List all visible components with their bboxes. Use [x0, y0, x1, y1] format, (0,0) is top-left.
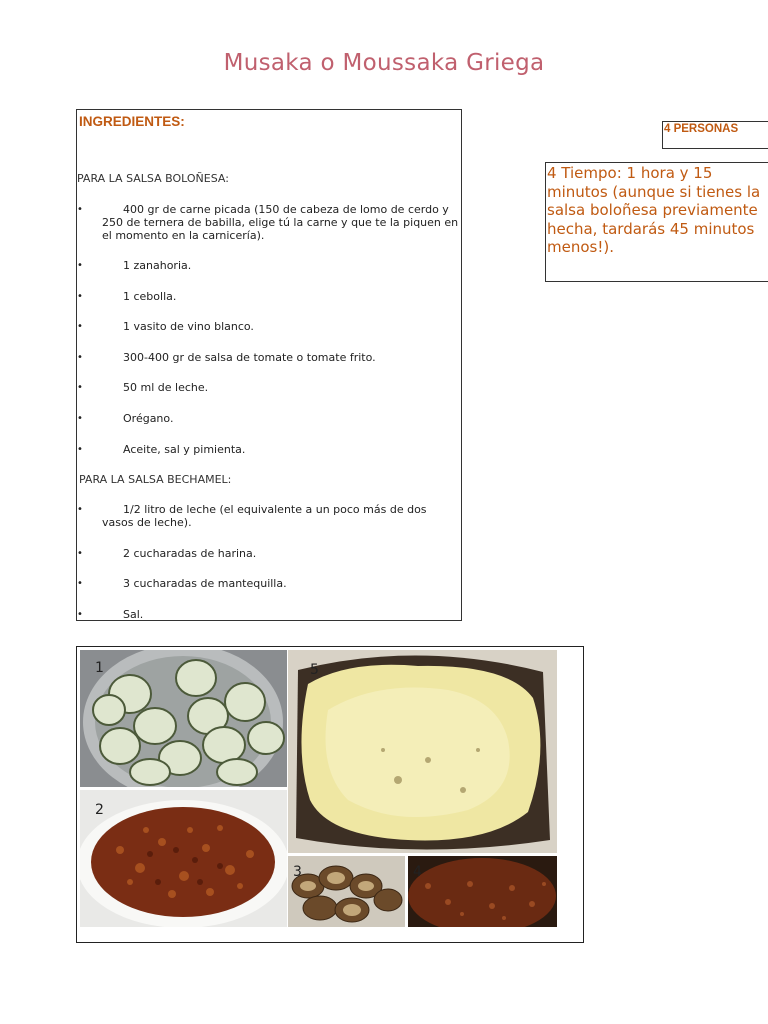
ingredient-text: 300-400 gr de salsa de tomate o tomate frito.	[123, 351, 376, 364]
bullet: •	[77, 321, 83, 332]
bechamel-section-label: PARA LA SALSA BECHAMEL:	[79, 473, 232, 486]
bullet: •	[77, 382, 83, 393]
photo-fried-eggplant	[288, 856, 405, 927]
photo-bechamel-topping	[288, 650, 557, 853]
photo-number-1: 1	[95, 660, 104, 676]
bullet: •	[77, 260, 83, 271]
photo-eggplant-slices	[80, 650, 287, 787]
photo-bolognese-sauce	[80, 790, 287, 927]
page-title: Musaka o Moussaka Griega	[223, 50, 545, 76]
ingredient-text: 50 ml de leche.	[123, 381, 209, 394]
time-text: 4 Tiempo: 1 hora y 15 minutos (aunque si tienes la salsa boloñesa previamente hecha, tardarás 45 minutos menos!).	[547, 164, 761, 256]
ingredients-heading: INGREDIENTES:	[79, 114, 185, 129]
bullet: •	[77, 204, 83, 215]
bullet: •	[77, 291, 83, 302]
ingredient-text: 1 zanahoria.	[123, 259, 192, 272]
bolognese-section-label: PARA LA SALSA BOLOÑESA:	[77, 172, 229, 185]
bullet: •	[77, 352, 83, 363]
ingredient-text: 1 vasito de vino blanco.	[123, 320, 254, 333]
ingredient-text: 400 gr de carne picada (150 de cabeza de lomo de cerdo y 250 de ternera de babilla, elige tú la carne y que te la piquen en el momento en la carnicería).	[102, 203, 459, 242]
ingredient-text: Orégano.	[123, 412, 174, 425]
bullet: •	[77, 444, 83, 455]
ingredient-text: Aceite, sal y pimienta.	[123, 443, 246, 456]
photo-number-4: 4	[413, 864, 422, 880]
ingredient-text: 3 cucharadas de mantequilla.	[123, 577, 287, 590]
servings-text: 4 PERSONAS	[664, 123, 739, 135]
servings-box	[662, 121, 768, 149]
bullet: •	[77, 504, 83, 515]
photo-number-3: 3	[293, 864, 302, 880]
time-box	[545, 162, 768, 282]
bullet: •	[77, 609, 83, 620]
photo-number-2: 2	[95, 802, 104, 818]
photo-number-5: 5	[310, 662, 319, 678]
ingredients-box	[76, 109, 462, 621]
ingredient-text: Sal.	[123, 608, 144, 621]
ingredient-text: 1 cebolla.	[123, 290, 177, 303]
ingredient-text: 1/2 litro de leche (el equivalente a un poco más de dos vasos de leche).	[102, 503, 427, 529]
bullet: •	[77, 548, 83, 559]
photo-collage	[76, 646, 584, 943]
ingredient-text: 2 cucharadas de harina.	[123, 547, 257, 560]
photo-meat-layer	[408, 856, 557, 927]
bullet: •	[77, 578, 83, 589]
bullet: •	[77, 413, 83, 424]
